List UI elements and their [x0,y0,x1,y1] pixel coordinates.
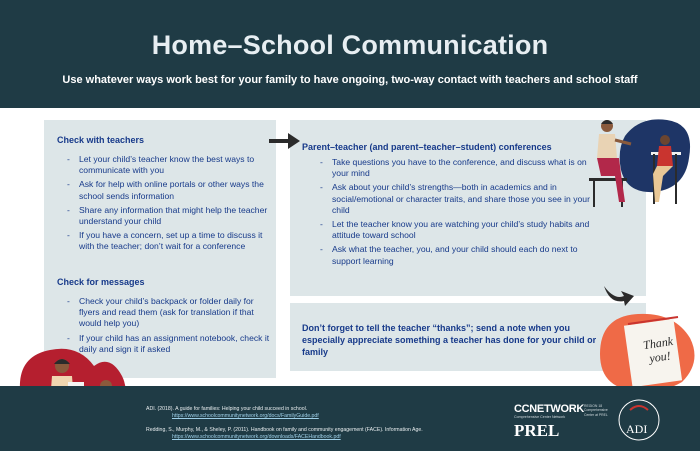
page-title: Home–School Communication [151,30,549,60]
list-item: - Let your child’s teacher know the best ways to communicate with you [65,154,271,176]
conferences-list [318,157,592,270]
check-teachers-list [65,154,271,256]
conferences-heading: Parent–teacher (and parent–teacher–student) conferences [302,142,552,152]
list-item: - Ask for help with online portals or other ways the school sends information [65,179,271,201]
list-item: - Ask about your child’s strengths—both in academics and in social/emotional or character traits, and share those you see in your child [318,182,592,216]
check-teachers-heading: Check with teachers [57,135,145,145]
list-item: - Share any information that might help the teacher understand your child [65,205,271,227]
right-arrow-icon [268,130,302,152]
thank-line: Thank [642,334,674,353]
prel-logo: PREL [514,421,560,440]
list-item: - Ask what the teacher, you, and your child should each do next to support learning [318,244,592,266]
you-line: you! [648,348,672,366]
list-item: - Take questions you have to the conference, and discuss what is on your mind [318,157,592,179]
citation-text: Redding, S., Murphy, M., & Sheley, P. (2011). Handbook on family and community engagement (FACE). Information Age. [146,427,423,433]
check-messages-heading: Check for messages [57,277,145,287]
conference-illustration [585,114,695,210]
region-logo: REGION 18 Comprehensive Center at PREL [584,404,608,417]
cc-network-tagline: Comprehensive Center Network [514,415,566,419]
list-item: - If you have a concern, set up a time to discuss it with the teacher; don’t wait for a conference [65,230,271,252]
thanks-note-text: Don’t forget to tell the teacher “thanks”; send a note when you especially appreciate something a teacher has done for your child or family [302,323,597,357]
cc-network-logo: CCNETWORK [514,403,585,415]
citation-2 [146,427,476,441]
page-subtitle: Use whatever ways work best for your family to have ongoing, two-way contact with teachers and school staff [62,74,638,86]
curved-arrow-icon [600,282,636,312]
list-item: - Check your child’s backpack or folder daily for flyers and read them (ask for translation if that would help you) [65,296,271,330]
list-item: - Let the teacher know you are watching your child’s study habits and attitude toward school [318,219,592,241]
adi-logo-text: ADI [626,422,648,436]
citation-link[interactable]: https://www.schoolcommunitynetwork.org/downloads/FACEHandbook.pdf [172,434,341,440]
list-item: - If your child has an assignment notebook, check it daily and sign it if asked [65,333,271,355]
citation-text: ADI. (2018). A guide for families: Helping your child succeed in school. [146,406,308,412]
citation-link[interactable]: https://www.schoolcommunitynetwork.org/docs/FamilyGuide.pdf [172,413,319,419]
citation-1 [146,406,476,420]
